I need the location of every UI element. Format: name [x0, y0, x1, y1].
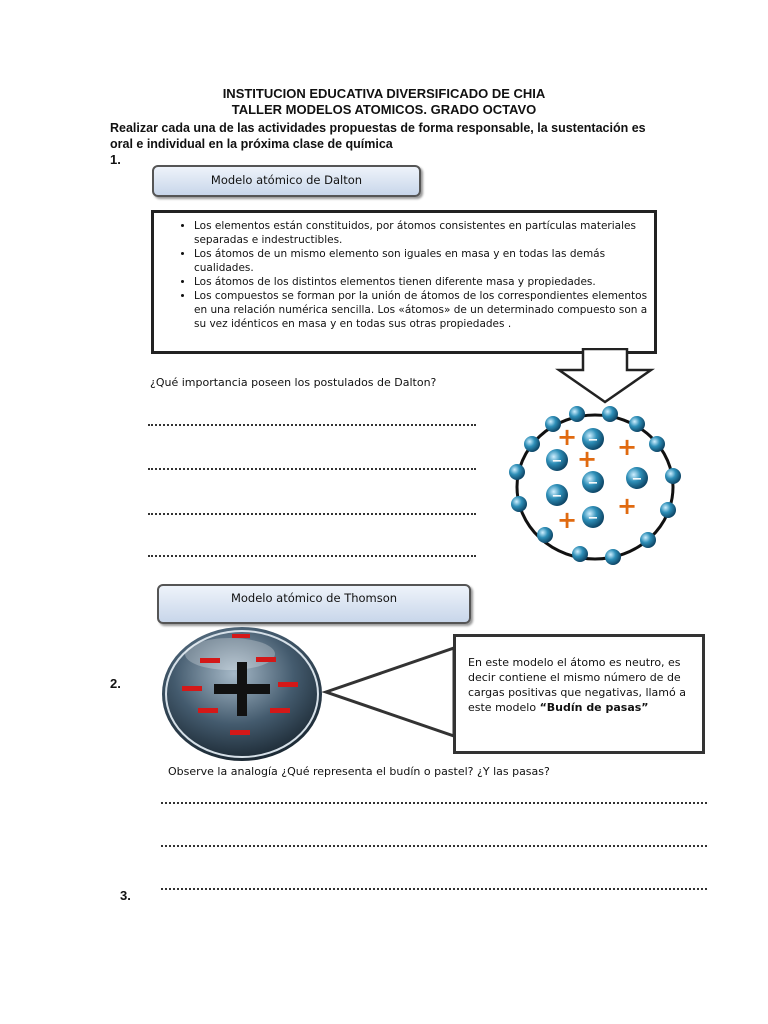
- answer-line[interactable]: [148, 513, 476, 515]
- minus-sign: [278, 682, 298, 687]
- postulate-item: • Los átomos de un mismo elemento son iguales en masa y en todas las demás cualidades.: [194, 247, 654, 275]
- minus-sign: −: [551, 454, 563, 469]
- answer-line[interactable]: [148, 424, 476, 426]
- thomson-title: Modelo atómico de Thomson: [230, 591, 398, 605]
- minus-sign: −: [587, 433, 599, 448]
- answer-line[interactable]: [161, 888, 707, 890]
- minus-sign: [182, 686, 202, 691]
- minus-sign: −: [551, 489, 563, 504]
- workshop-title: TALLER MODELOS ATOMICOS. GRADO OCTAVO: [231, 102, 537, 117]
- minus-sign: [200, 658, 220, 663]
- dalton-title-box: [152, 165, 421, 197]
- plus-sign: +: [556, 423, 578, 451]
- left-arrow-icon: [322, 644, 456, 740]
- section-3-number: 3.: [120, 888, 131, 903]
- answer-line[interactable]: [161, 845, 707, 847]
- thomson-atom-illustration: [160, 624, 325, 764]
- minus-sign: −: [631, 472, 643, 487]
- school-name: INSTITUCION EDUCATIVA DIVERSIFICADO DE CHIA: [222, 86, 546, 101]
- plus-sign: +: [616, 433, 638, 461]
- minus-sign: [256, 657, 276, 662]
- section-2-number: 2.: [110, 676, 121, 691]
- callout-text: En este modelo el átomo es neutro, es decir contiene el mismo número de de cargas positivas que negativas, llamó a este modelo: [468, 656, 686, 714]
- postulate-item: • Los elementos están constituidos, por átomos consistentes en partículas materiales separadas e indestructibles.: [194, 219, 654, 247]
- thomson-callout: [453, 634, 705, 754]
- dalton-question: ¿Qué importancia poseen los postulados de Dalton?: [150, 376, 437, 389]
- minus-sign: [270, 708, 290, 713]
- down-arrow-icon: [555, 348, 655, 404]
- section-1-number: 1.: [110, 152, 121, 167]
- instructions: Realizar cada una de las actividades propuestas de forma responsable, la sustentación es oral e individual en la próxima clase de química: [110, 121, 646, 151]
- minus-sign: [232, 634, 250, 638]
- minus-sign: −: [587, 511, 599, 526]
- thomson-title-box: [157, 584, 471, 624]
- plus-sign: +: [576, 445, 598, 473]
- answer-line[interactable]: [161, 802, 707, 804]
- dalton-postulates-list: [154, 219, 654, 331]
- minus-sign: [198, 708, 218, 713]
- dalton-atom-illustration: [505, 402, 685, 572]
- postulate-item: • Los átomos de los distintos elementos tienen diferente masa y propiedades.: [194, 275, 654, 289]
- answer-line[interactable]: [148, 468, 476, 470]
- thomson-question: Observe la analogía ¿Qué representa el budín o pastel? ¿Y las pasas?: [168, 765, 550, 778]
- dalton-title: Modelo atómico de Dalton: [210, 173, 363, 187]
- minus-sign: −: [587, 476, 599, 491]
- dalton-postulates-box: [151, 210, 657, 354]
- postulate-item: • Los compuestos se forman por la unión de átomos de los correspondientes elementos en una relación numérica sencilla. Los «átomos» de un determinado compuesto son a su vez idénticos en masa y en todas sus otras propiedades .: [194, 289, 654, 331]
- minus-sign: [230, 730, 250, 735]
- plus-sign: +: [616, 492, 638, 520]
- callout-bold-term: “Budín de pasas”: [539, 701, 649, 714]
- answer-line[interactable]: [148, 555, 476, 557]
- plus-sign: +: [556, 506, 578, 534]
